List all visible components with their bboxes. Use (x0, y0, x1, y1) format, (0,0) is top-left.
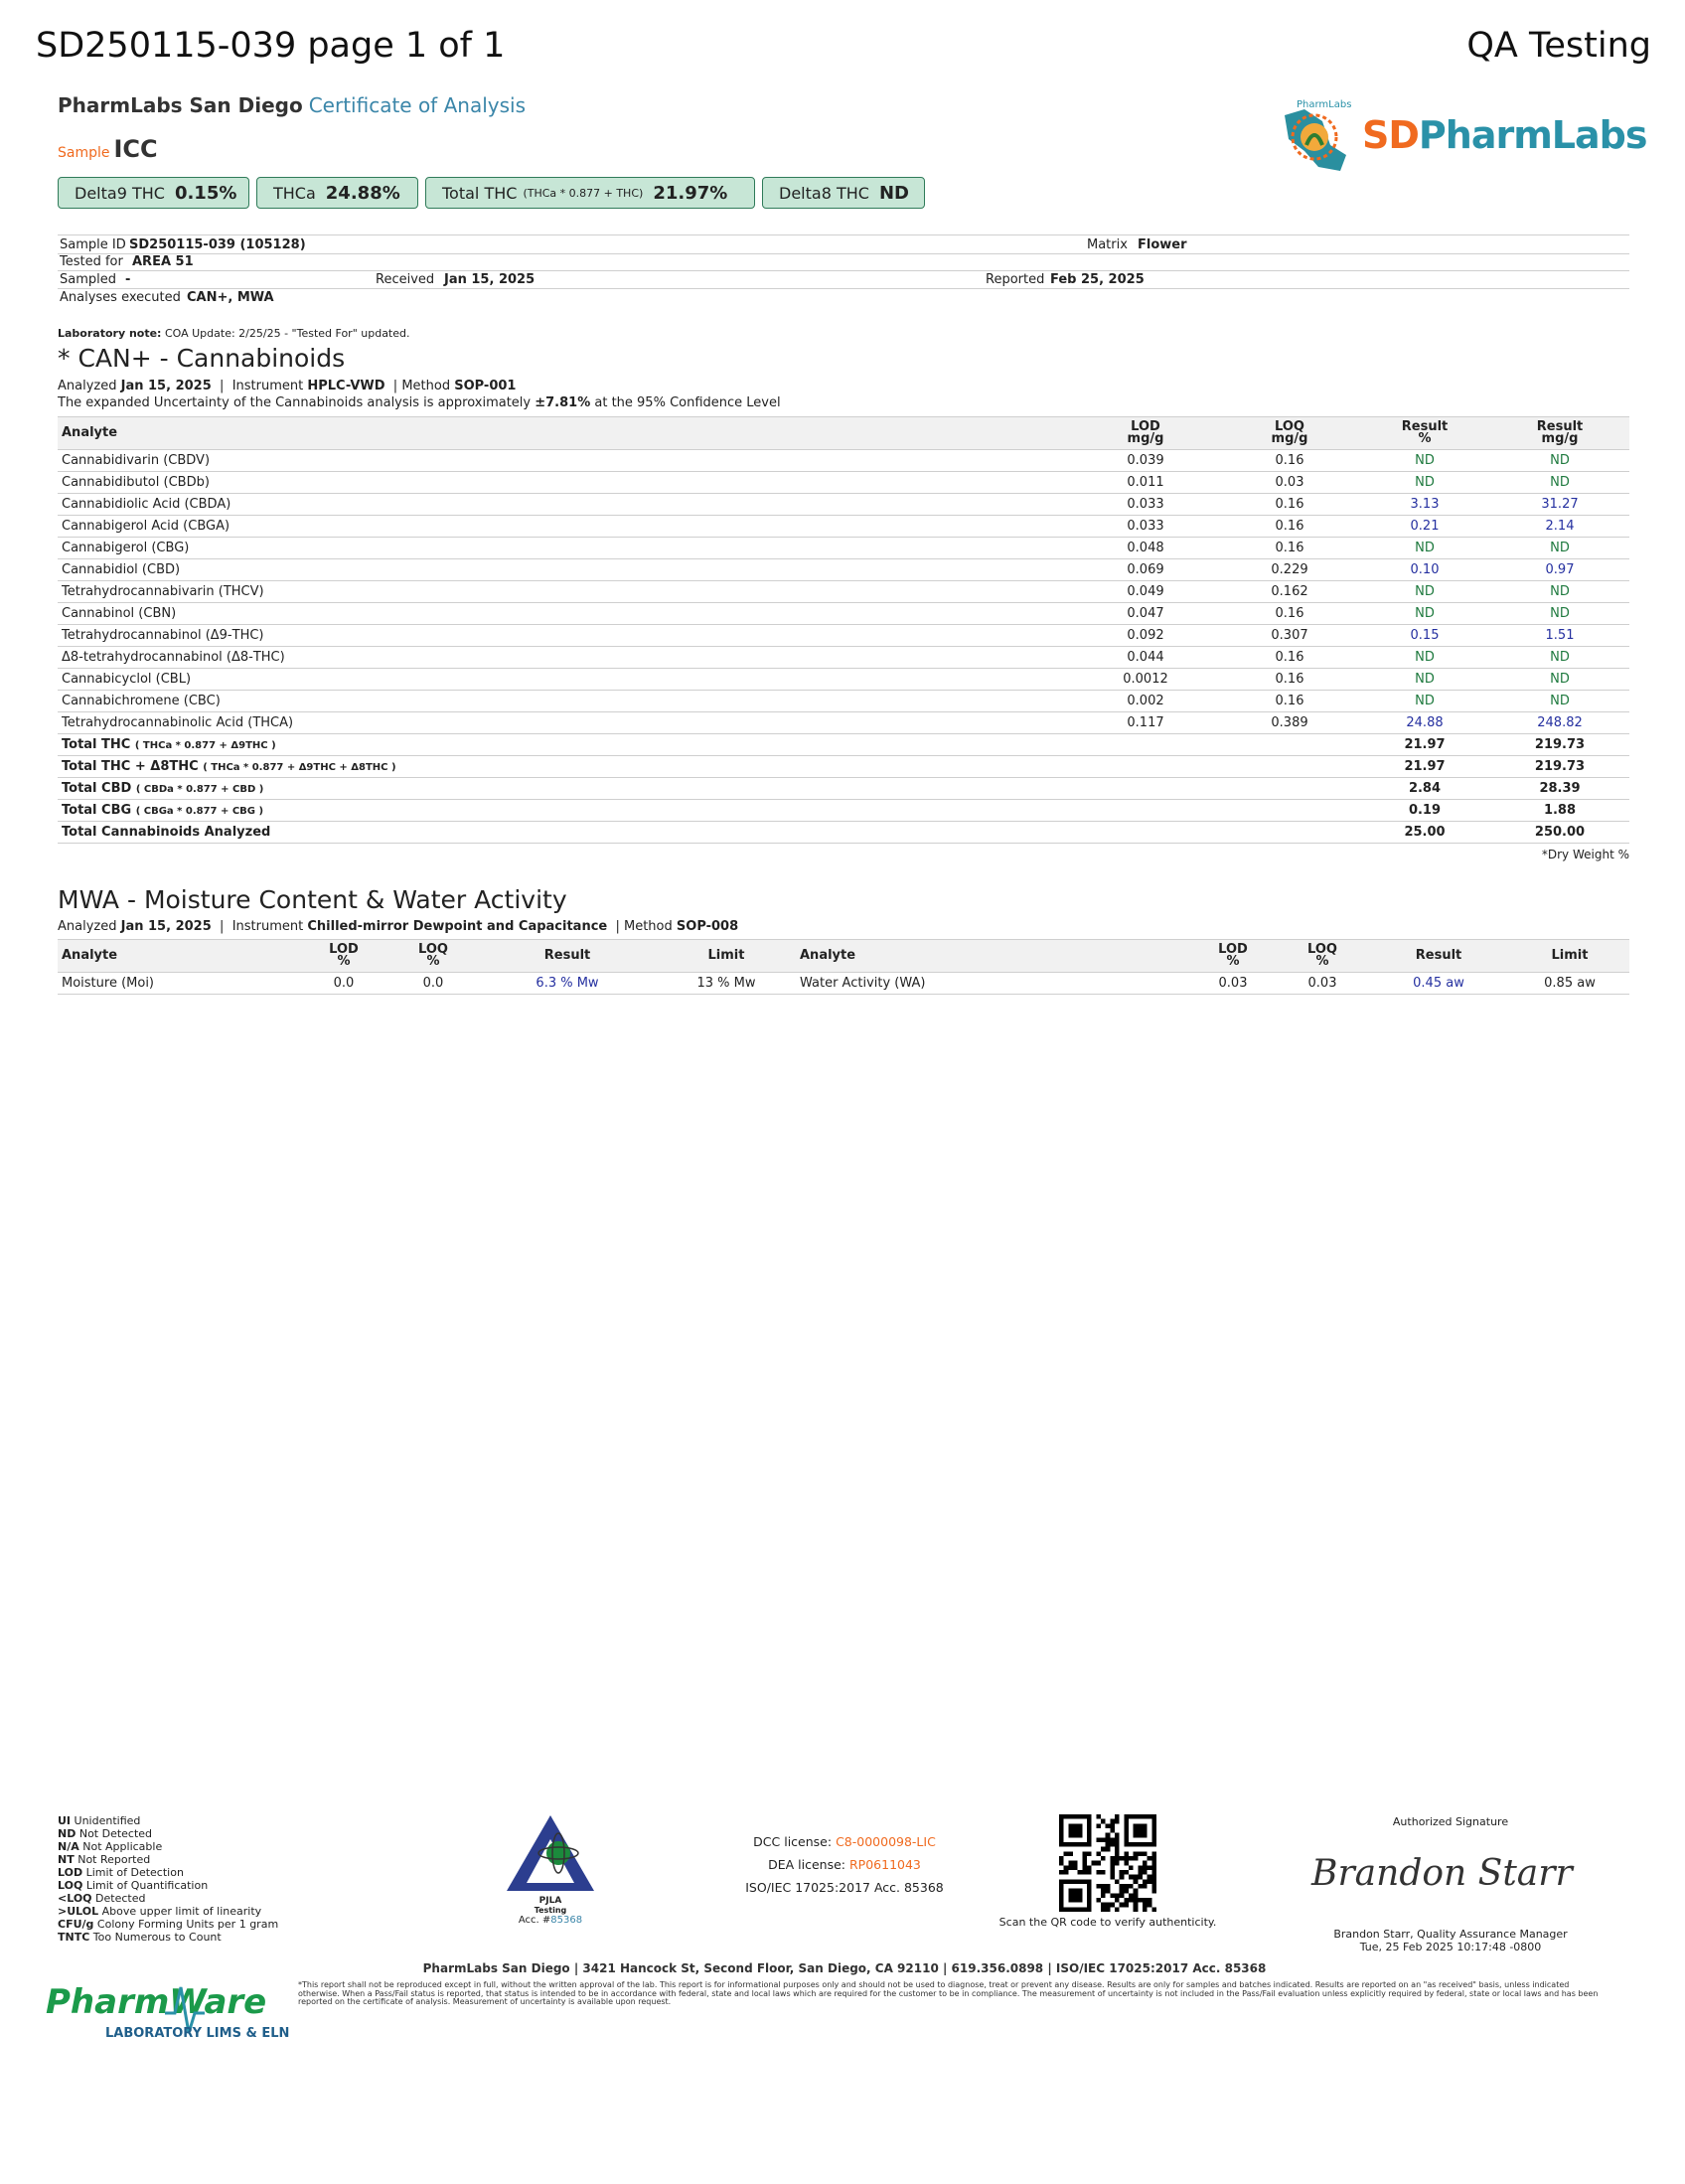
pharmware-name: PharmWare (46, 1982, 267, 2022)
logo-sd: SD (1362, 113, 1419, 157)
license-info (715, 1830, 974, 1899)
analyte-cell: Cannabidiolic Acid (CBDA) (58, 494, 1071, 516)
table-row (58, 669, 1629, 691)
tested-for-label: Tested for (60, 254, 123, 269)
legend-item (58, 1827, 278, 1840)
doc-type: Certificate of Analysis (308, 93, 526, 117)
total-row (58, 778, 1629, 800)
sampled-value: - (125, 272, 131, 287)
total-name: Total CBD (62, 781, 132, 796)
empty-cell (1220, 822, 1359, 844)
total-row (58, 734, 1629, 756)
table-row (58, 973, 1629, 995)
lod-cell: 0.044 (1071, 647, 1220, 669)
dcc-license (715, 1830, 974, 1853)
col-header (388, 940, 478, 973)
sample-label: Sample (58, 145, 110, 161)
lod-cell: 0.03 (1188, 973, 1278, 995)
col-header: Analyte (58, 417, 1071, 450)
lod-cell: 0.002 (1071, 691, 1220, 712)
method-value: SOP-001 (454, 379, 517, 393)
cannabinoids-title: * CAN+ - Cannabinoids (58, 344, 346, 373)
result-pct-cell: 24.88 (1359, 712, 1490, 734)
legend-abbr: UI (58, 1814, 72, 1827)
result-pct-cell: ND (1359, 691, 1490, 712)
limit-cell: 0.85 aw (1510, 973, 1629, 995)
legend-item (58, 1866, 278, 1879)
legend-item (58, 1918, 278, 1931)
uncertainty-pre: The expanded Uncertainty of the Cannabinoids analysis is approximately (58, 395, 532, 410)
analyzed-date: Jan 15, 2025 (120, 919, 212, 934)
col-header: Analyte (796, 940, 1188, 973)
header-text: LOD % (1218, 942, 1248, 969)
legend-item (58, 1931, 278, 1944)
lod-cell: 0.033 (1071, 516, 1220, 538)
result-mg-cell: ND (1490, 472, 1629, 494)
table-row (58, 603, 1629, 625)
signature-date: Tue, 25 Feb 2025 10:17:48 -0800 (1359, 1941, 1542, 1953)
result-pct-cell: ND (1359, 669, 1490, 691)
total-formula: ( THCa * 0.877 + Δ9THC + Δ8THC ) (203, 762, 396, 773)
total-label-cell (58, 822, 1071, 844)
legend-item (58, 1814, 278, 1827)
badge-label: Delta8 THC (779, 183, 869, 203)
acc-number: 85368 (550, 1915, 583, 1926)
reported-value: Feb 25, 2025 (1050, 272, 1145, 287)
total-name: Total Cannabinoids Analyzed (62, 825, 271, 840)
analyzed-label: Analyzed (58, 379, 117, 393)
result-pct-cell: 2.84 (1359, 778, 1490, 800)
legend-meaning: Colony Forming Units per 1 gram (96, 1918, 279, 1931)
pjla-name: PJLA (538, 1896, 562, 1906)
legend-meaning: Too Numerous to Count (92, 1931, 222, 1944)
lod-cell: 0.011 (1071, 472, 1220, 494)
lod-cell: 0.0012 (1071, 669, 1220, 691)
empty-cell (1220, 756, 1359, 778)
analyte-cell: Cannabicyclol (CBL) (58, 669, 1071, 691)
legend-meaning: Limit of Detection (85, 1866, 184, 1879)
loq-cell: 0.16 (1220, 691, 1359, 712)
logo-arc-text: PharmLabs (1297, 99, 1352, 110)
legend-item (58, 1905, 278, 1918)
col-header (299, 940, 388, 973)
footer-address: PharmLabs San Diego | 3421 Hancock St, Second Floor, San Diego, CA 92110 | 619.356.0898 | ISO/IEC 17025:2017 Acc. 85368 (422, 1961, 1267, 1975)
result-pct-cell: ND (1359, 581, 1490, 603)
info-row-sample-id (58, 234, 1629, 254)
total-formula: ( THCa * 0.877 + Δ9THC ) (134, 740, 276, 751)
legend-item (58, 1840, 278, 1853)
result-pct-cell: 0.10 (1359, 559, 1490, 581)
matrix-label: Matrix (1087, 237, 1128, 252)
result-pct-cell: 0.15 (1359, 625, 1490, 647)
legend-abbr: LOQ (58, 1879, 83, 1892)
result-pct-cell: 21.97 (1359, 756, 1490, 778)
col-header: Result (478, 940, 657, 973)
loq-cell: 0.03 (1278, 973, 1367, 995)
header-text: LOQ % (1307, 942, 1337, 969)
legend-abbr: TNTC (58, 1931, 90, 1944)
total-row (58, 822, 1629, 844)
result-pct-cell: ND (1359, 472, 1490, 494)
total-name: Total CBG (62, 803, 132, 818)
legend-meaning: Above upper limit of linearity (101, 1905, 262, 1918)
cannabinoids-table (58, 416, 1629, 844)
loq-cell: 0.16 (1220, 516, 1359, 538)
analyte-cell: Cannabidivarin (CBDV) (58, 450, 1071, 472)
loq-cell: 0.16 (1220, 669, 1359, 691)
col-header: Analyte (58, 940, 299, 973)
table-row (58, 450, 1629, 472)
uncertainty-value: ±7.81% (535, 395, 591, 410)
legend-meaning: Not Detected (78, 1827, 153, 1840)
result-mg-cell: 0.97 (1490, 559, 1629, 581)
total-label-cell (58, 800, 1071, 822)
instrument-label: Instrument (231, 919, 304, 934)
empty-cell (1071, 822, 1220, 844)
lod-cell: 0.049 (1071, 581, 1220, 603)
result-pct-cell: 25.00 (1359, 822, 1490, 844)
lod-cell: 0.033 (1071, 494, 1220, 516)
loq-cell: 0.16 (1220, 494, 1359, 516)
analyte-cell: Cannabinol (CBN) (58, 603, 1071, 625)
col-header: Limit (657, 940, 796, 973)
lab-note-label: Laboratory note: (58, 327, 162, 340)
limit-cell: 13 % Mw (657, 973, 796, 995)
sample-line (58, 135, 158, 163)
col-header: Limit (1510, 940, 1629, 973)
result-mg-cell: ND (1490, 669, 1629, 691)
instrument-value: HPLC-VWD (307, 379, 385, 393)
logo-pharmlabs: PharmLabs (1418, 113, 1647, 157)
header-right-title: QA Testing (1466, 26, 1651, 66)
lab-note-text: COA Update: 2/25/25 - "Tested For" updated. (164, 327, 410, 340)
matrix-value: Flower (1138, 237, 1187, 252)
empty-cell (1071, 800, 1220, 822)
col-header (1359, 417, 1490, 450)
result-mg-cell: 1.51 (1490, 625, 1629, 647)
result-pct-cell: ND (1359, 647, 1490, 669)
received-label: Received (376, 272, 435, 287)
lod-cell: 0.092 (1071, 625, 1220, 647)
legend-abbr: NT (58, 1853, 75, 1866)
total-name: Total THC + Δ8THC (62, 759, 199, 774)
footer-disclaimer: *This report shall not be reproduced except in full, without the written approval of the lab. This report is for informational purposes only and should not be used to diagnose, treat or prevent any disease. Results are only for samples and batches indicated. Results are reported on an "as received" basis, unless indicated otherwise. When a Pass/Fail status is reported, that status is intended to be in accordance with federal, state and local laws which are required for the customer to be in compliance. The measurement of uncertainty is not included in the Pass/Fail evaluation unless explicitly required by federal, state or local laws and has been reported on the certificate of analysis. Measurement of uncertainty is available upon request. (298, 1980, 1599, 2006)
col-header (1071, 417, 1220, 450)
result-mg-cell: 31.27 (1490, 494, 1629, 516)
pjla-sub: Testing (534, 1906, 567, 1915)
result-mg-cell: 219.73 (1490, 756, 1629, 778)
method-label: Method (624, 919, 673, 934)
legend-abbr: N/A (58, 1840, 79, 1853)
signature-title: Authorized Signature (1392, 1815, 1509, 1828)
result-mg-cell: 28.39 (1490, 778, 1629, 800)
result-pct-cell: ND (1359, 450, 1490, 472)
total-row (58, 800, 1629, 822)
qr-code-icon[interactable] (1059, 1814, 1156, 1912)
uncertainty-post: at the 95% Confidence Level (594, 395, 781, 410)
california-logo-icon (1275, 95, 1364, 177)
info-row-analyses (58, 288, 1629, 306)
acc-label: Acc. # (518, 1915, 551, 1926)
badge-label: Delta9 THC (75, 183, 165, 203)
lab-name: PharmLabs San Diego (58, 93, 303, 117)
result-mg-cell: ND (1490, 450, 1629, 472)
legend-meaning: Not Reported (77, 1853, 151, 1866)
badge-sub: (THCa * 0.877 + THC) (523, 186, 644, 200)
signature-script: Brandon Starr (1311, 1853, 1573, 1894)
loq-cell: 0.307 (1220, 625, 1359, 647)
loq-cell: 0.16 (1220, 450, 1359, 472)
table-header-row (58, 417, 1629, 450)
table-row (58, 691, 1629, 712)
moisture-table (58, 939, 1629, 995)
header-text: Result mg/g (1536, 419, 1584, 446)
analyte-cell: Cannabidibutol (CBDb) (58, 472, 1071, 494)
total-formula: ( CBGa * 0.877 + CBG ) (135, 806, 264, 817)
result-pct-cell: 3.13 (1359, 494, 1490, 516)
result-mg-cell: 1.88 (1490, 800, 1629, 822)
table-row (58, 516, 1629, 538)
result-pct-cell: ND (1359, 603, 1490, 625)
signature-block (1292, 1928, 1609, 1953)
analyte-cell: Tetrahydrocannabivarin (THCV) (58, 581, 1071, 603)
table-row (58, 647, 1629, 669)
analyte-cell: Cannabigerol (CBG) (58, 538, 1071, 559)
analyses-label: Analyses executed (60, 290, 181, 305)
legend-abbr: LOD (58, 1866, 83, 1879)
col-header (1188, 940, 1278, 973)
uncertainty-line (58, 395, 781, 410)
table-row (58, 712, 1629, 734)
loq-cell: 0.16 (1220, 603, 1359, 625)
empty-cell (1220, 778, 1359, 800)
info-row-tested-for (58, 252, 1629, 271)
sample-id-label: Sample ID (60, 237, 126, 252)
total-label-cell (58, 734, 1071, 756)
lab-note (58, 327, 410, 340)
result-pct-cell: ND (1359, 538, 1490, 559)
total-formula: ( CBDa * 0.877 + CBD ) (135, 784, 264, 795)
header-text: LOQ % (418, 942, 448, 969)
result-mg-cell: ND (1490, 538, 1629, 559)
table-row (58, 581, 1629, 603)
dry-weight-note: *Dry Weight % (1541, 848, 1629, 861)
loq-cell: 0.162 (1220, 581, 1359, 603)
total-label-cell (58, 756, 1071, 778)
sdpharmlabs-logo (1275, 95, 1647, 177)
qr-caption: Scan the QR code to verify authenticity. (998, 1916, 1217, 1929)
logo-wordmark (1362, 113, 1646, 157)
lod-cell: 0.117 (1071, 712, 1220, 734)
result-mg-cell: ND (1490, 581, 1629, 603)
analyzed-label: Analyzed (58, 919, 117, 934)
loq-cell: 0.229 (1220, 559, 1359, 581)
header-text: LOD % (329, 942, 359, 969)
header-text: LOD mg/g (1127, 419, 1164, 446)
pjla-logo-icon (503, 1813, 598, 1893)
analyzed-date: Jan 15, 2025 (120, 379, 212, 393)
instrument-label: Instrument (231, 379, 304, 393)
sample-name: ICC (113, 135, 158, 163)
tested-for: AREA 51 (132, 254, 194, 269)
signer-name: Brandon Starr, Quality Assurance Manager (1333, 1928, 1568, 1941)
table-row (58, 494, 1629, 516)
col-header (1220, 417, 1359, 450)
result-mg-cell: 2.14 (1490, 516, 1629, 538)
total-label-cell (58, 778, 1071, 800)
sampled-label: Sampled (60, 272, 116, 287)
legend-abbr: CFU/g (58, 1918, 94, 1931)
signature-image (1302, 1843, 1600, 1903)
badge-thca (256, 177, 418, 209)
legend-abbr: ND (58, 1827, 77, 1840)
analyte-cell: Cannabidiol (CBD) (58, 559, 1071, 581)
badge-total-thc (425, 177, 755, 209)
result-pct-cell: 0.19 (1359, 800, 1490, 822)
analyte-cell: Moisture (Moi) (58, 973, 299, 995)
pjla-acc (503, 1915, 598, 1926)
moisture-title: MWA - Moisture Content & Water Activity (58, 885, 567, 914)
badge-value: 21.97% (653, 182, 728, 204)
pjla-accreditation (503, 1813, 598, 1926)
cannabinoids-meta: Analyzed Jan 15, 2025 | Instrument HPLC-VWD | Method SOP-001 (58, 379, 517, 393)
legend-meaning: Limit of Quantification (85, 1879, 209, 1892)
document-id: SD250115-039 page 1 of 1 (36, 26, 506, 66)
header-text: Result % (1401, 419, 1449, 446)
badge-delta8 (762, 177, 925, 209)
badge-label: THCa (273, 183, 316, 203)
lod-cell: 0.0 (299, 973, 388, 995)
legend-item (58, 1892, 278, 1905)
result-mg-cell: ND (1490, 603, 1629, 625)
lod-cell: 0.048 (1071, 538, 1220, 559)
result-mg-cell: 248.82 (1490, 712, 1629, 734)
total-row (58, 756, 1629, 778)
dcc-label: DCC license: (753, 1834, 833, 1849)
method-value: SOP-008 (676, 919, 739, 934)
moisture-meta: Analyzed Jan 15, 2025 | Instrument Chilled-mirror Dewpoint and Capacitance | Method SOP-008 (58, 919, 739, 934)
loq-cell: 0.16 (1220, 647, 1359, 669)
total-name: Total THC (62, 737, 131, 752)
lod-cell: 0.039 (1071, 450, 1220, 472)
dea-value: RP0611043 (848, 1857, 921, 1872)
lod-cell: 0.069 (1071, 559, 1220, 581)
dea-license (715, 1853, 974, 1876)
header-text: LOQ mg/g (1271, 419, 1308, 446)
pharmware-sub: LABORATORY LIMS & ELN (105, 2026, 290, 2041)
received-value: Jan 15, 2025 (444, 272, 536, 287)
sample-id: SD250115-039 (105128) (129, 237, 306, 252)
badge-value: 24.88% (325, 182, 400, 204)
table-row (58, 472, 1629, 494)
legend-meaning: Not Applicable (82, 1840, 163, 1853)
result-pct-cell: 21.97 (1359, 734, 1490, 756)
legend-abbr: <LOQ (58, 1892, 92, 1905)
analyte-cell: Δ8-tetrahydrocannabinol (Δ8-THC) (58, 647, 1071, 669)
abbreviation-legend (58, 1814, 278, 1944)
loq-cell: 0.03 (1220, 472, 1359, 494)
badge-value: ND (878, 182, 909, 204)
loq-cell: 0.16 (1220, 538, 1359, 559)
empty-cell (1071, 734, 1220, 756)
badge-label: Total THC (442, 183, 518, 203)
analyte-cell: Tetrahydrocannabinol (Δ9-THC) (58, 625, 1071, 647)
pharmware-logo (46, 1977, 290, 2043)
badge-delta9 (58, 177, 249, 209)
empty-cell (1220, 734, 1359, 756)
col-header (1490, 417, 1629, 450)
legend-meaning: Unidentified (74, 1814, 141, 1827)
loq-cell: 0.389 (1220, 712, 1359, 734)
result-mg-cell: ND (1490, 647, 1629, 669)
analyte-cell: Water Activity (WA) (796, 973, 1188, 995)
lab-title-line (58, 93, 526, 117)
col-header: Result (1367, 940, 1510, 973)
result-cell: 6.3 % Mw (478, 973, 657, 995)
result-mg-cell: ND (1490, 691, 1629, 712)
col-header (1278, 940, 1367, 973)
analyte-cell: Cannabigerol Acid (CBGA) (58, 516, 1071, 538)
badge-value: 0.15% (174, 182, 237, 204)
empty-cell (1220, 800, 1359, 822)
analyses-value: CAN+, MWA (187, 290, 274, 305)
empty-cell (1071, 778, 1220, 800)
dcc-value: C8-0000098-LIC (836, 1834, 936, 1849)
legend-abbr: >ULOL (58, 1905, 99, 1918)
dea-label: DEA license: (768, 1857, 845, 1872)
reported-label: Reported (986, 272, 1045, 287)
legend-meaning: Detected (95, 1892, 146, 1905)
loq-cell: 0.0 (388, 973, 478, 995)
legend-item (58, 1879, 278, 1892)
analyte-cell: Tetrahydrocannabinolic Acid (THCA) (58, 712, 1071, 734)
legend-item (58, 1853, 278, 1866)
info-row-dates (58, 270, 1629, 289)
analyte-cell: Cannabichromene (CBC) (58, 691, 1071, 712)
result-pct-cell: 0.21 (1359, 516, 1490, 538)
result-mg-cell: 219.73 (1490, 734, 1629, 756)
method-label: Method (401, 379, 451, 393)
table-row (58, 625, 1629, 647)
iso-accreditation: ISO/IEC 17025:2017 Acc. 85368 (745, 1880, 944, 1895)
result-cell: 0.45 aw (1367, 973, 1510, 995)
instrument-value: Chilled-mirror Dewpoint and Capacitance (307, 919, 608, 934)
lod-cell: 0.047 (1071, 603, 1220, 625)
table-header-row (58, 940, 1629, 973)
table-row (58, 559, 1629, 581)
result-mg-cell: 250.00 (1490, 822, 1629, 844)
empty-cell (1071, 756, 1220, 778)
summary-badges (58, 177, 925, 209)
table-row (58, 538, 1629, 559)
